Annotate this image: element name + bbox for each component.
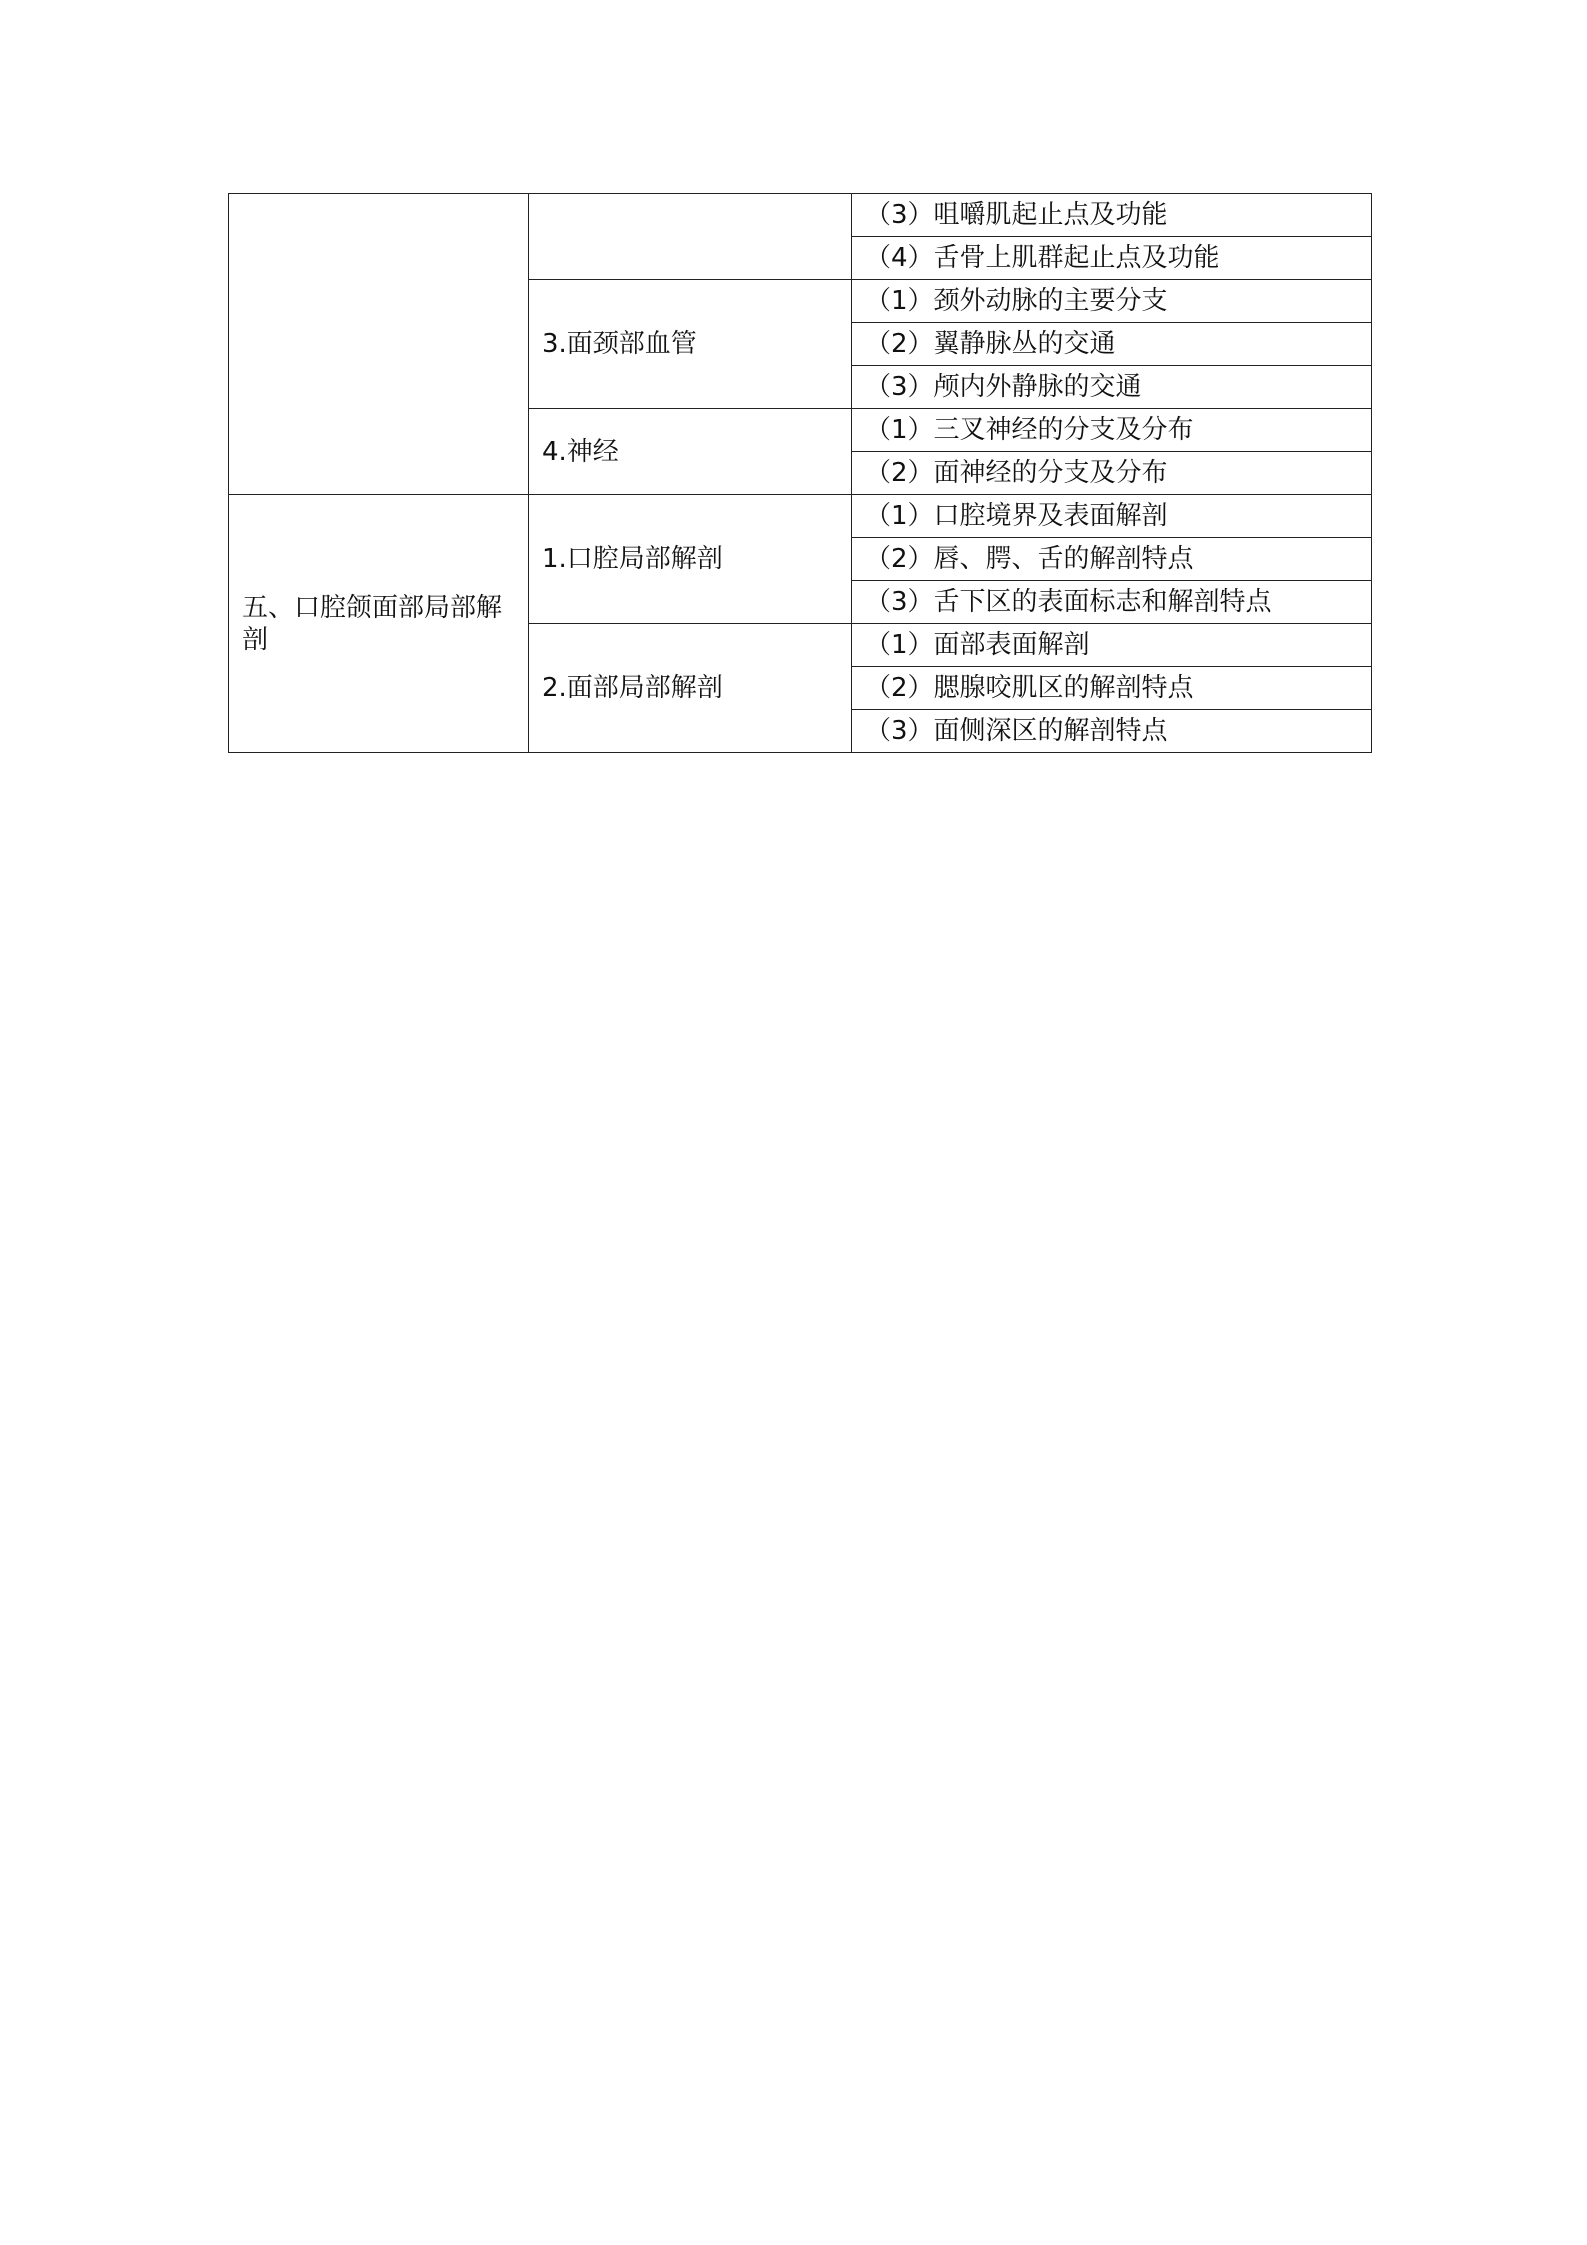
item-cell: （2）翼静脉丛的交通 [852,323,1372,366]
item-cell: （2）腮腺咬肌区的解剖特点 [852,667,1372,710]
item-cell: （2）唇、腭、舌的解剖特点 [852,538,1372,581]
item-cell: （1）面部表面解剖 [852,624,1372,667]
item-cell: （1）三叉神经的分支及分布 [852,409,1372,452]
subsection-cell: 2.面部局部解剖 [529,624,852,753]
item-cell: （3）舌下区的表面标志和解剖特点 [852,581,1372,624]
section-cell [229,194,529,495]
item-cell: （1）颈外动脉的主要分支 [852,280,1372,323]
table-row [229,495,1372,538]
item-cell: （3）颅内外静脉的交通 [852,366,1372,409]
section-cell: 五、口腔颌面部局部解剖 [229,495,529,753]
item-cell: （4）舌骨上肌群起止点及功能 [852,237,1372,280]
item-cell: （3）面侧深区的解剖特点 [852,710,1372,753]
item-cell: （3）咀嚼肌起止点及功能 [852,194,1372,237]
item-cell: （2）面神经的分支及分布 [852,452,1372,495]
subsection-cell: 1.口腔局部解剖 [529,495,852,624]
subsection-cell: 4.神经 [529,409,852,495]
subsection-cell: 3.面颈部血管 [529,280,852,409]
table-row [229,194,1372,237]
syllabus-table [228,193,1372,753]
subsection-cell [529,194,852,280]
item-cell: （1）口腔境界及表面解剖 [852,495,1372,538]
